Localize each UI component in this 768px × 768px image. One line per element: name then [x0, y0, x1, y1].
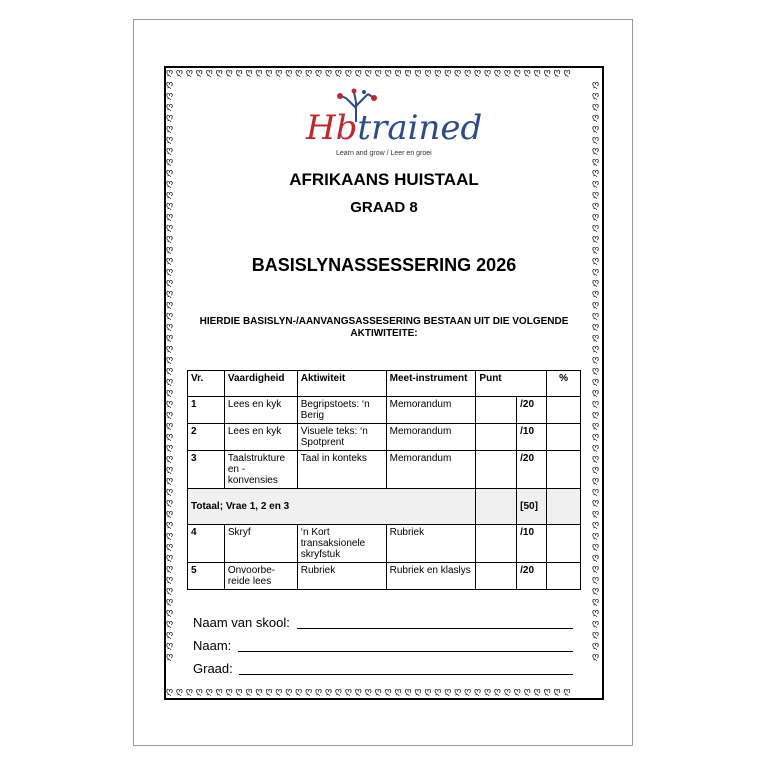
row-nr: 4 — [188, 525, 225, 563]
row-skill: Lees en kyk — [224, 397, 297, 424]
assessment-title: BASISLYNASSESSERING 2026 — [251, 255, 517, 275]
table-row — [188, 451, 581, 489]
row-activity: Rubriek — [297, 563, 386, 590]
row-pct — [547, 563, 581, 590]
row-mark: /10 — [517, 424, 547, 451]
row-mark-blank — [476, 563, 517, 590]
row-mark-blank — [476, 424, 517, 451]
table-row — [188, 563, 581, 590]
row-nr: 1 — [188, 397, 225, 424]
logo-hb-text: Hb — [306, 108, 358, 148]
row-skill: Skryf — [224, 525, 297, 563]
school-name-label: Naam van skool: — [193, 615, 290, 630]
header-pct: % — [547, 371, 581, 397]
subject-title: AFRIKAANS HUISTAAL — [289, 170, 479, 189]
row-activity: ‘n Kort transaksionele skryfstuk — [297, 525, 386, 563]
school-name-line[interactable] — [297, 628, 573, 629]
row-mark: /20 — [517, 451, 547, 489]
total-row — [188, 489, 581, 525]
row-pct — [547, 451, 581, 489]
table-row — [188, 525, 581, 563]
table-row — [188, 397, 581, 424]
header-skill: Vaardigheid — [224, 371, 297, 397]
intro-text: HIERDIE BASISLYN-/AANVANGSASSESERING BESTAAN UIT DIE VOLGENDE AKTIWITEITE: — [199, 316, 569, 339]
row-pct — [547, 424, 581, 451]
row-pct — [547, 397, 581, 424]
total-mark: [50] — [517, 489, 547, 525]
row-nr: 5 — [188, 563, 225, 590]
row-instrument: Rubriek — [386, 525, 476, 563]
row-nr: 2 — [188, 424, 225, 451]
frame-ornament-bottom: ღ ღ ღ ღ ღ ღ ღ ღ ღ ღ ღ ღ ღ ღ ღ ღ ღ ღ ღ ღ ღ ღ ღ ღ ღ ღ ღ ღ ღ ღ ღ ღ ღ ღ ღ ღ ღ ღ ღ ღ ღ — [166, 687, 571, 697]
table-header-row — [188, 371, 581, 397]
row-mark-blank — [476, 397, 517, 424]
logo-tagline: Learn and grow / Leer en groei — [336, 150, 432, 157]
row-mark-blank — [476, 451, 517, 489]
row-mark: /20 — [517, 563, 547, 590]
row-instrument: Rubriek en klaslys — [386, 563, 476, 590]
grade-line[interactable] — [239, 674, 573, 675]
row-instrument: Memorandum — [386, 451, 476, 489]
row-mark-blank — [476, 525, 517, 563]
header-activity: Aktiwiteit — [297, 371, 386, 397]
header-mark: Punt — [476, 371, 547, 397]
total-label: Totaal; Vrae 1, 2 en 3 — [188, 489, 476, 525]
grade-label: Graad: — [193, 661, 233, 676]
row-activity: Taal in konteks — [297, 451, 386, 489]
row-activity: Begripstoets: ‘n Berig — [297, 397, 386, 424]
total-mark-blank — [476, 489, 517, 525]
row-instrument: Memorandum — [386, 424, 476, 451]
row-pct — [547, 525, 581, 563]
row-skill: Taalstrukture en - konvensies — [224, 451, 297, 489]
header-instrument: Meet-instrument — [386, 371, 476, 397]
row-instrument: Memorandum — [386, 397, 476, 424]
row-mark: /20 — [517, 397, 547, 424]
header-nr: Vr. — [188, 371, 225, 397]
row-activity: Visuele teks: ‘n Spotprent — [297, 424, 386, 451]
student-name-label: Naam: — [193, 638, 232, 653]
frame-ornament-left: ღღღღღღღღღღღღღღღღღღღღღღღღღღღღღღღღღღღღღღღღღღღღღღღღღღღღღ — [166, 80, 174, 662]
hbtrained-logo — [306, 88, 483, 166]
row-nr: 3 — [188, 451, 225, 489]
frame-ornament-top: ღ ღ ღ ღ ღ ღ ღ ღ ღ ღ ღ ღ ღ ღ ღ ღ ღ ღ ღ ღ ღ ღ ღ ღ ღ ღ ღ ღ ღ ღ ღ ღ ღ ღ ღ ღ ღ ღ ღ ღ ღ — [166, 68, 571, 78]
row-skill: Onvoorbe-reide lees — [224, 563, 297, 590]
grade-title: GRAAD 8 — [350, 199, 418, 216]
total-pct — [547, 489, 581, 525]
row-mark: /10 — [517, 525, 547, 563]
activities-table — [187, 370, 581, 590]
row-skill: Lees en kyk — [224, 424, 297, 451]
table-row — [188, 424, 581, 451]
student-name-line[interactable] — [238, 651, 573, 652]
logo-trained-text: trained — [357, 108, 483, 148]
frame-ornament-right: ღღღღღღღღღღღღღღღღღღღღღღღღღღღღღღღღღღღღღღღღღღღღღღღღღღღღღ — [592, 80, 600, 662]
